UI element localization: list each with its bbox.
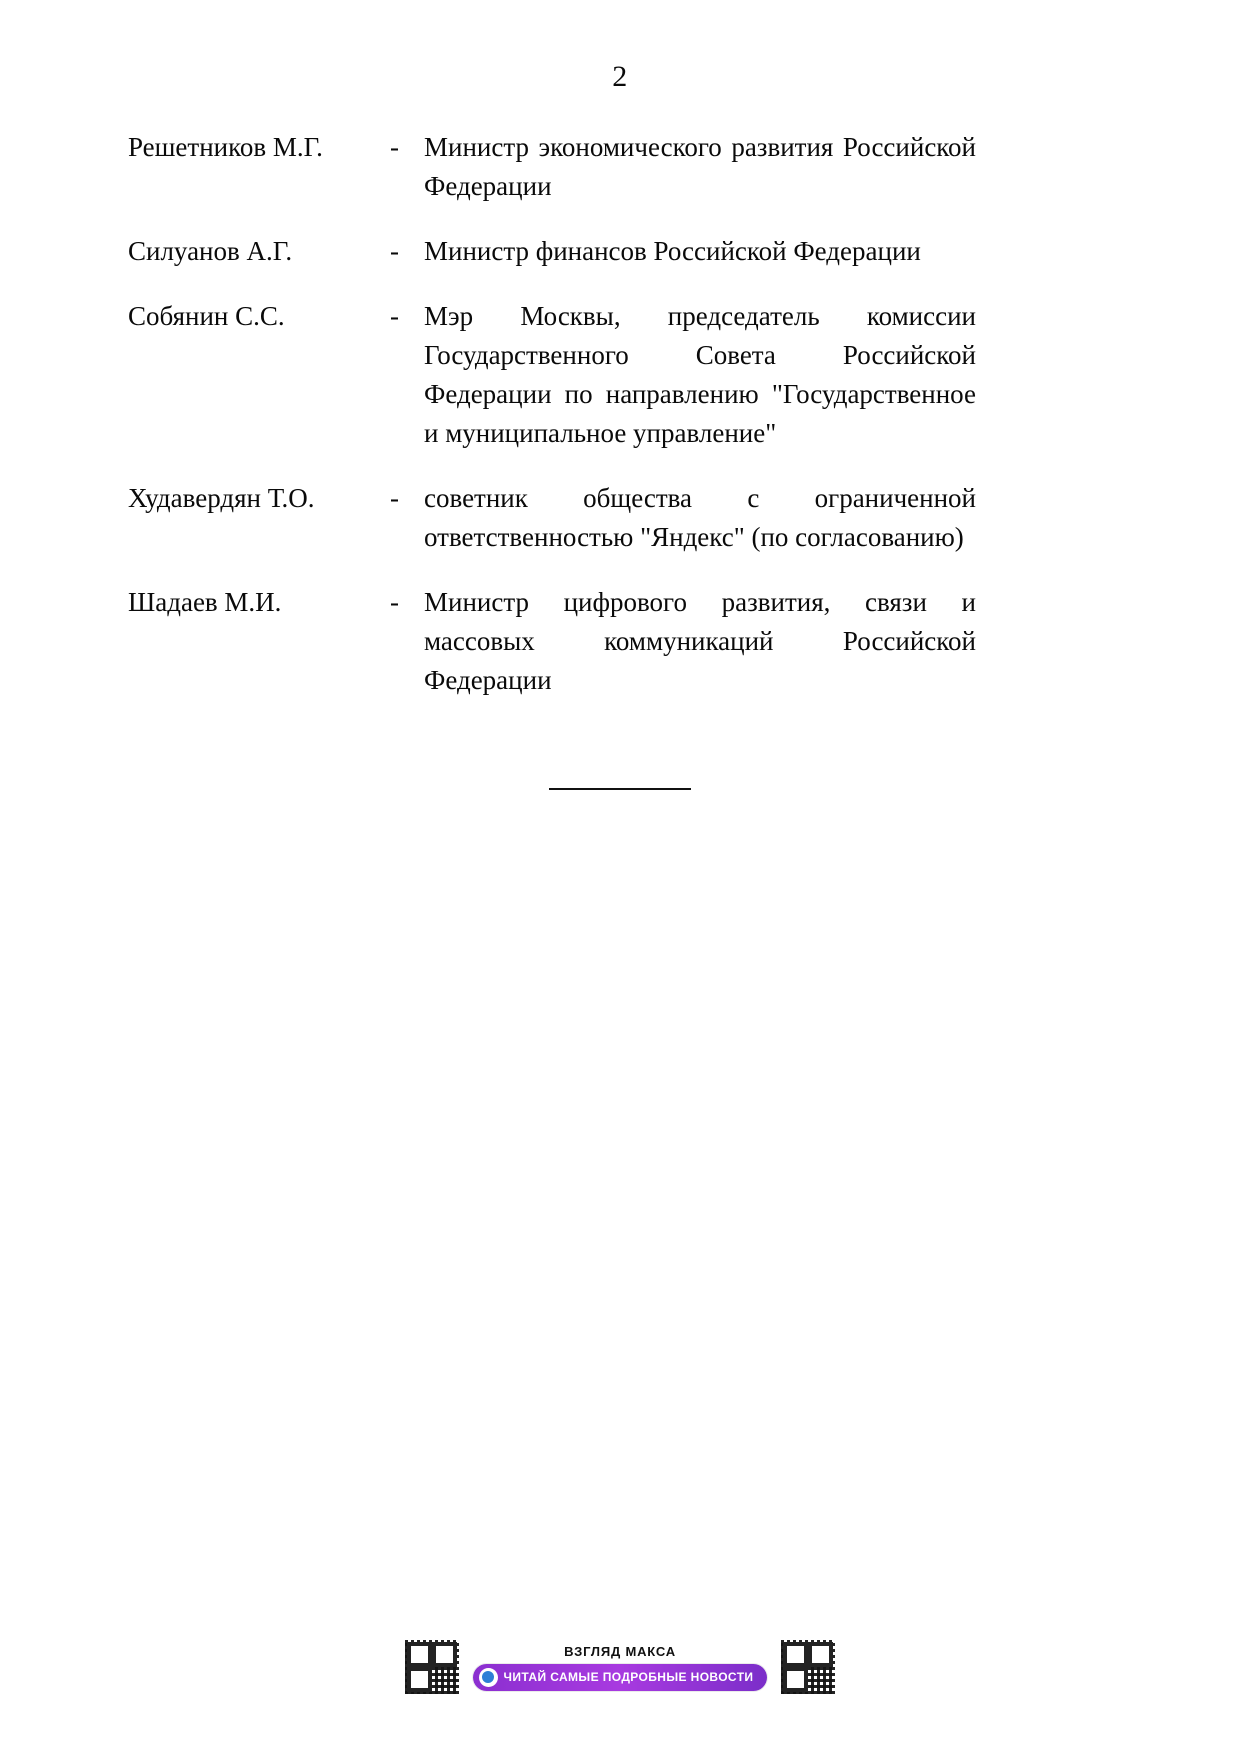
entry-description: Министр цифрового развития, связи и массовых коммуникаций Российской Федерации: [424, 587, 976, 695]
participant-list: [128, 128, 976, 700]
list-item: [128, 583, 976, 700]
qr-code-icon: [405, 1640, 459, 1694]
section-end-rule: [0, 780, 1240, 798]
list-item: [128, 297, 976, 453]
qr-corner-icon: [783, 1667, 808, 1692]
entry-description: советник общества с ограниченной ответственностью "Яндекс" (по согласованию): [424, 483, 976, 552]
entry-name: Силуанов А.Г.: [128, 236, 293, 266]
entry-description: Министр финансов Российской Федерации: [424, 236, 921, 266]
horizontal-rule: [549, 788, 691, 790]
watermark-banner: [0, 1640, 1240, 1694]
entry-dash: -: [390, 587, 399, 617]
watermark-pill-label: ЧИТАЙ САМЫЕ ПОДРОБНЫЕ НОВОСТИ: [503, 1670, 754, 1684]
entry-name: Худавердян Т.О.: [128, 483, 315, 513]
entry-dash: -: [390, 301, 399, 331]
list-item: [128, 128, 976, 206]
avatar-inner-icon: [482, 1671, 494, 1683]
qr-corner-icon: [407, 1667, 432, 1692]
entry-dash: -: [390, 483, 399, 513]
entry-name: Решетников М.Г.: [128, 132, 323, 162]
list-item: [128, 479, 976, 557]
watermark-title: ВЗГЛЯД МАКСА: [564, 1643, 676, 1659]
entry-name: Собянин С.С.: [128, 301, 285, 331]
list-item: [128, 232, 976, 271]
avatar: [479, 1668, 498, 1687]
entry-description: Министр экономического развития Российской Федерации: [424, 132, 976, 201]
watermark-center: [473, 1644, 768, 1691]
entry-dash: -: [390, 236, 399, 266]
entry-description: Мэр Москвы, председатель комиссии Государственного Совета Российской Федерации по направлению "Государственное и муниципальное управление": [424, 301, 976, 448]
entry-name: Шадаев М.И.: [128, 587, 282, 617]
qr-code-icon: [781, 1640, 835, 1694]
watermark-pill: [473, 1664, 768, 1691]
entry-dash: -: [390, 132, 399, 162]
page-number: 2: [612, 60, 628, 93]
